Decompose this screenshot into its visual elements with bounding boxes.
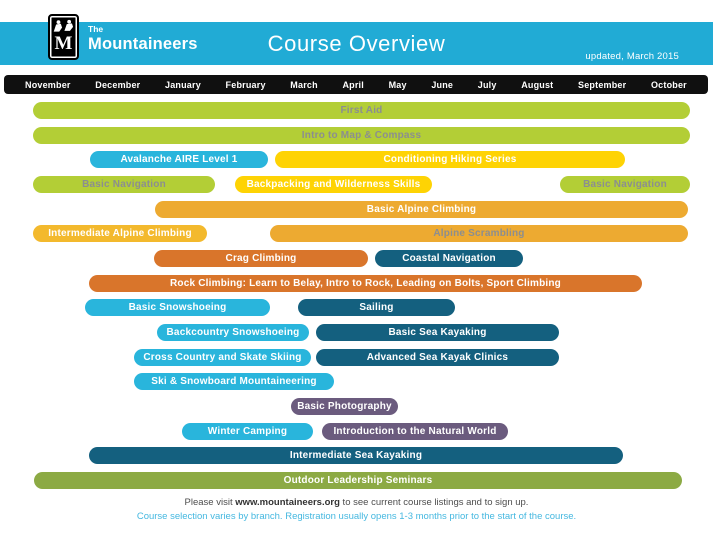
course-bar: Crag Climbing — [154, 250, 368, 267]
month-label: August — [521, 79, 554, 90]
course-bar: Rock Climbing: Learn to Belay, Intro to Rock, Leading on Bolts, Sport Climbing — [89, 275, 642, 292]
month-label: January — [165, 79, 201, 90]
month-label: February — [225, 79, 266, 90]
course-bar: Avalanche AIRE Level 1 — [90, 151, 268, 168]
course-bar: Intro to Map & Compass — [33, 127, 690, 144]
brand-name: Mountaineers — [88, 34, 198, 53]
month-label: November — [25, 79, 71, 90]
website-url[interactable]: www.mountaineers.org — [235, 497, 340, 508]
course-bar: Basic Alpine Climbing — [155, 201, 688, 218]
course-bar: Advanced Sea Kayak Clinics — [316, 349, 559, 366]
course-bar: Backpacking and Wilderness Skills — [235, 176, 432, 193]
course-bar: Coastal Navigation — [375, 250, 523, 267]
updated-date-label: updated, March 2015 — [585, 51, 679, 62]
footer — [0, 496, 713, 524]
course-bar: Intermediate Sea Kayaking — [89, 447, 623, 464]
footer-visit-suffix: to see current course listings and to sign up. — [339, 497, 529, 508]
course-bar: Winter Camping — [182, 423, 313, 440]
page-title: Course Overview — [267, 31, 446, 56]
month-label: April — [342, 79, 364, 90]
course-bar: Backcountry Snowshoeing — [157, 324, 309, 341]
month-label: September — [578, 79, 627, 90]
course-bar: Basic Photography — [291, 398, 398, 415]
course-bar: First Aid — [33, 102, 690, 119]
course-bar: Alpine Scrambling — [270, 225, 688, 242]
course-bar: Basic Navigation — [560, 176, 690, 193]
month-label: July — [477, 79, 497, 90]
course-bar: Introduction to the Natural World — [322, 423, 508, 440]
course-bar: Outdoor Leadership Seminars — [34, 472, 682, 489]
footer-visit-line — [0, 496, 713, 510]
month-label: May — [388, 79, 407, 90]
climbers-icon — [52, 19, 76, 34]
course-bar: Intermediate Alpine Climbing — [33, 225, 207, 242]
footer-registration-note: Course selection varies by branch. Registration usually opens 1-3 months prior to the start of the course. — [136, 510, 577, 522]
mountaineers-logo — [48, 14, 79, 60]
course-bar: Basic Snowshoeing — [85, 299, 270, 316]
footer-visit-prefix: Please visit — [184, 497, 236, 508]
month-label: October — [650, 79, 687, 90]
course-bar: Basic Navigation — [33, 176, 215, 193]
month-label: March — [290, 79, 318, 90]
month-label: December — [95, 79, 141, 90]
brand-the: The — [88, 24, 104, 34]
month-label: June — [431, 79, 454, 90]
course-bar: Sailing — [298, 299, 455, 316]
logo-monogram: M — [54, 33, 73, 54]
course-bar: Conditioning Hiking Series — [275, 151, 625, 168]
course-bar: Cross Country and Skate Skiing — [134, 349, 311, 366]
course-bar: Ski & Snowboard Mountaineering — [134, 373, 334, 390]
brand-wordmark — [88, 25, 198, 52]
course-bar: Basic Sea Kayaking — [316, 324, 559, 341]
